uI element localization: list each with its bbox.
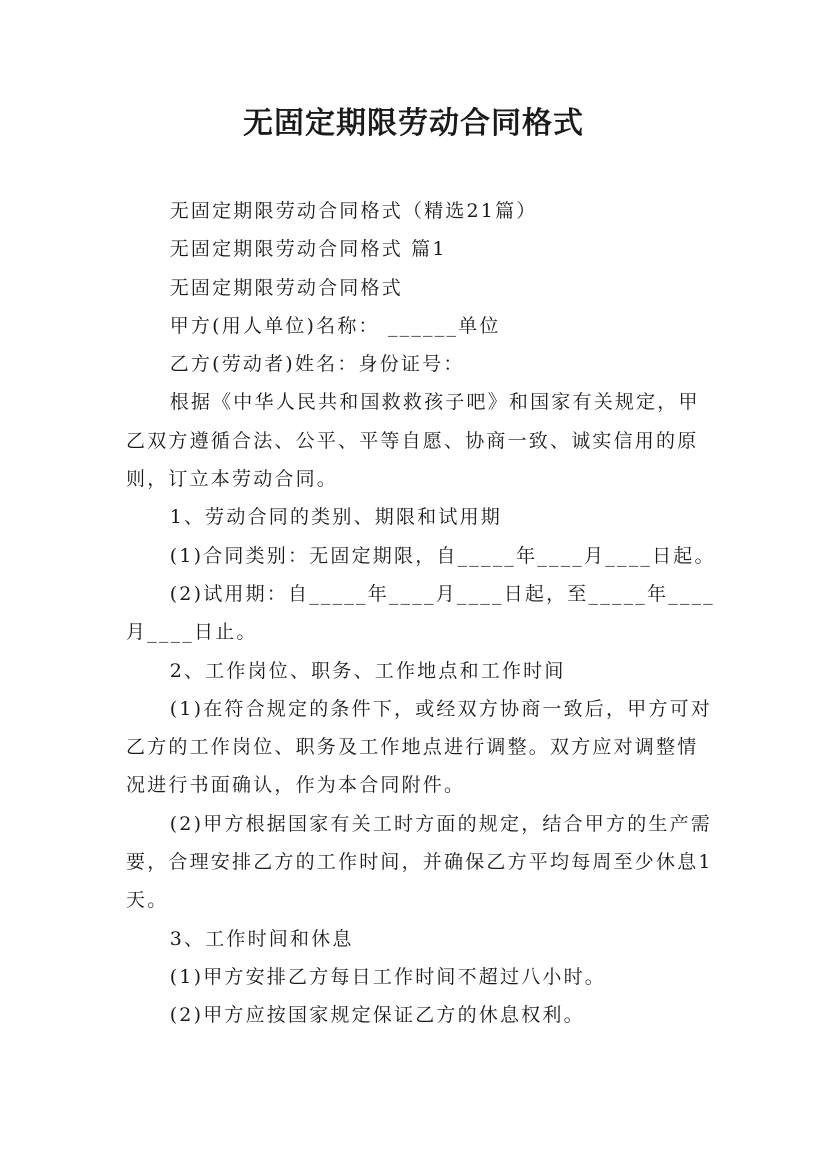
document-body [126, 192, 716, 1035]
paragraph-clause-1-2: (2)试用期：自_____年____月____日起，至_____年____月____日止。 [126, 582, 716, 644]
paragraph-clause-1-heading: 1、劳动合同的类别、期限和试用期 [169, 506, 502, 529]
paragraph-contract-title: 无固定期限劳动合同格式 [169, 276, 403, 299]
document-title: 无固定期限劳动合同格式 [243, 106, 584, 141]
paragraph-section-heading: 无固定期限劳动合同格式 篇1 [169, 238, 447, 261]
paragraph-clause-2-2: (2)甲方根据国家有关工时方面的规定，结合甲方的生产需要，合理安排乙方的工作时间，并确保乙方平均每周至少休息1天。 [126, 812, 713, 912]
paragraph-clause-3-2: (2)甲方应按国家规定保证乙方的休息权利。 [169, 1004, 585, 1027]
paragraph-clause-2-1: (1)在符合规定的条件下，或经双方协商一致后，甲方可对乙方的工作岗位、职务及工作地点进行调整。双方应对调整情况进行书面确认，作为本合同附件。 [126, 697, 713, 797]
paragraph-clause-3-heading: 3、工作时间和休息 [169, 927, 354, 950]
paragraph-clause-2-heading: 2、工作岗位、职务、工作地点和工作时间 [169, 659, 566, 682]
paragraph-preamble: 根据《中华人民共和国救救孩子吧》和国家有关规定，甲乙双方遵循合法、公平、平等自愿、协商一致、诚实信用的原则，订立本劳动合同。 [126, 391, 700, 491]
paragraph-subtitle: 无固定期限劳动合同格式（精选21篇） [169, 200, 538, 222]
paragraph-clause-1-1: (1)合同类别：无固定期限，自_____年____月____日起。 [169, 544, 716, 567]
paragraph-party-a: 甲方(用人单位)名称： ______单位 [169, 314, 501, 337]
paragraph-party-b: 乙方(劳动者)姓名：身份证号： [169, 353, 465, 376]
paragraph-clause-3-1: (1)甲方安排乙方每日工作时间不超过八小时。 [169, 965, 607, 988]
